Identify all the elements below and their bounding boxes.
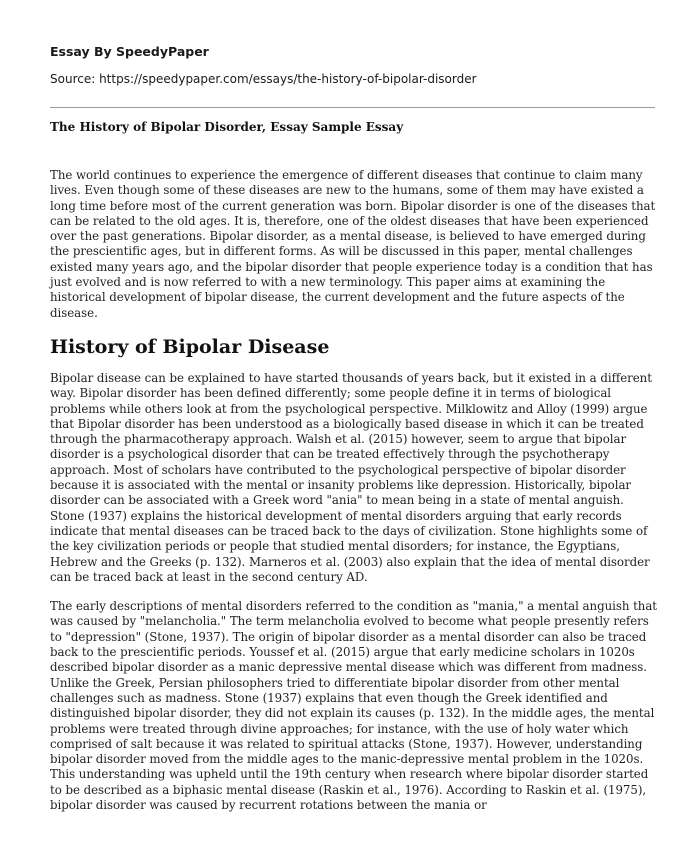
header-divider xyxy=(50,107,655,108)
essay-body xyxy=(50,168,657,827)
body-paragraph: The early descriptions of mental disorders referred to the condition as "mania," a mental anguish that was caused by "melancholia." The term melancholia evolved to become what people presently refers to "depression" (Stone, 1937). The origin of bipolar disorder as a mental disorder can also be traced back to the prescientific periods. Youssef et al. (2015) argue that early medicine scholars in 1020s described bipolar disorder as a manic depressive mental disease which was different from madness. Unlike the Greek, Persian philosophers tried to differentiate bipolar disorder from other mental challenges such as madness. Stone (1937) explains that even though the Greek identified and distinguished bipolar disorder, they did not explain its causes (p. 132). In the middle ages, the mental problems were treated through divine approaches; for instance, with the use of holy water which comprised of salt because it was related to spiritual attacks (Stone, 1937). However, understanding bipolar disorder moved from the middle ages to the manic-depressive mental problem in the 1020s. This understanding was upheld until the 19th century when research where bipolar disorder started to be described as a biphasic mental disease (Raskin et al., 1976). According to Raskin et al. (1975), bipolar disorder was caused by recurrent rotations between the mania or xyxy=(50,599,658,812)
section-heading: History of Bipolar Disease xyxy=(50,335,330,358)
source-line: Source: https://speedypaper.com/essays/the-history-of-bipolar-disorder xyxy=(50,72,477,86)
body-paragraph: Bipolar disease can be explained to have started thousands of years back, but it existed in a different way. Bipolar disorder has been defined differently; some people define it in terms of biological problems while others look at from the psychological perspective. Milklowitz and Alloy (1999) argue that Bipolar disorder has been understood as a biologically based disease in which it can be treated through the pharmacotherapy approach. Walsh et al. (2015) however, seem to argue that bipolar disorder is a psychological disorder that can be treated effectively through the psychotherapy approach. Most of scholars have contributed to the psychological perspective of bipolar disorder because it is associated with the mental or insanity problems like depression. Historically, bipolar disorder can be associated with a Greek word "ania" to mean being in a state of mental anguish. Stone (1937) explains the historical development of mental disorders arguing that early records indicate that mental diseases can be traced back to the days of civilization. Stone highlights some of the key civilization periods or people that studied mental disorders; for instance, the Egyptians, Hebrew and the Greeks (p. 132). Marneros et al. (2003) also explain that the idea of mental disorder can be traced back at least in the second century AD. xyxy=(50,370,652,584)
intro-paragraph: The world continues to experience the emergence of different diseases that continue to claim many lives. Even though some of these diseases are new to the humans, some of them may have existed a long time before most of the current generation was born. Bipolar disorder is one of the diseases that can be related to the old ages. It is, therefore, one of the oldest diseases that have been experienced over the past generations. Bipolar disorder, as a mental disease, is believed to have emerged during the prescientific ages, but in different forms. As will be discussed in this paper, mental challenges existed many years ago, and the bipolar disorder that people experience today is a condition that has just evolved and is now referred to with a new terminology. This paper aims at examining the historical development of bipolar disease, the current development and the future aspects of the disease. xyxy=(50,168,656,320)
site-brand: Essay By SpeedyPaper xyxy=(50,44,209,59)
essay-title: The History of Bipolar Disorder, Essay Sample Essay xyxy=(50,120,404,134)
